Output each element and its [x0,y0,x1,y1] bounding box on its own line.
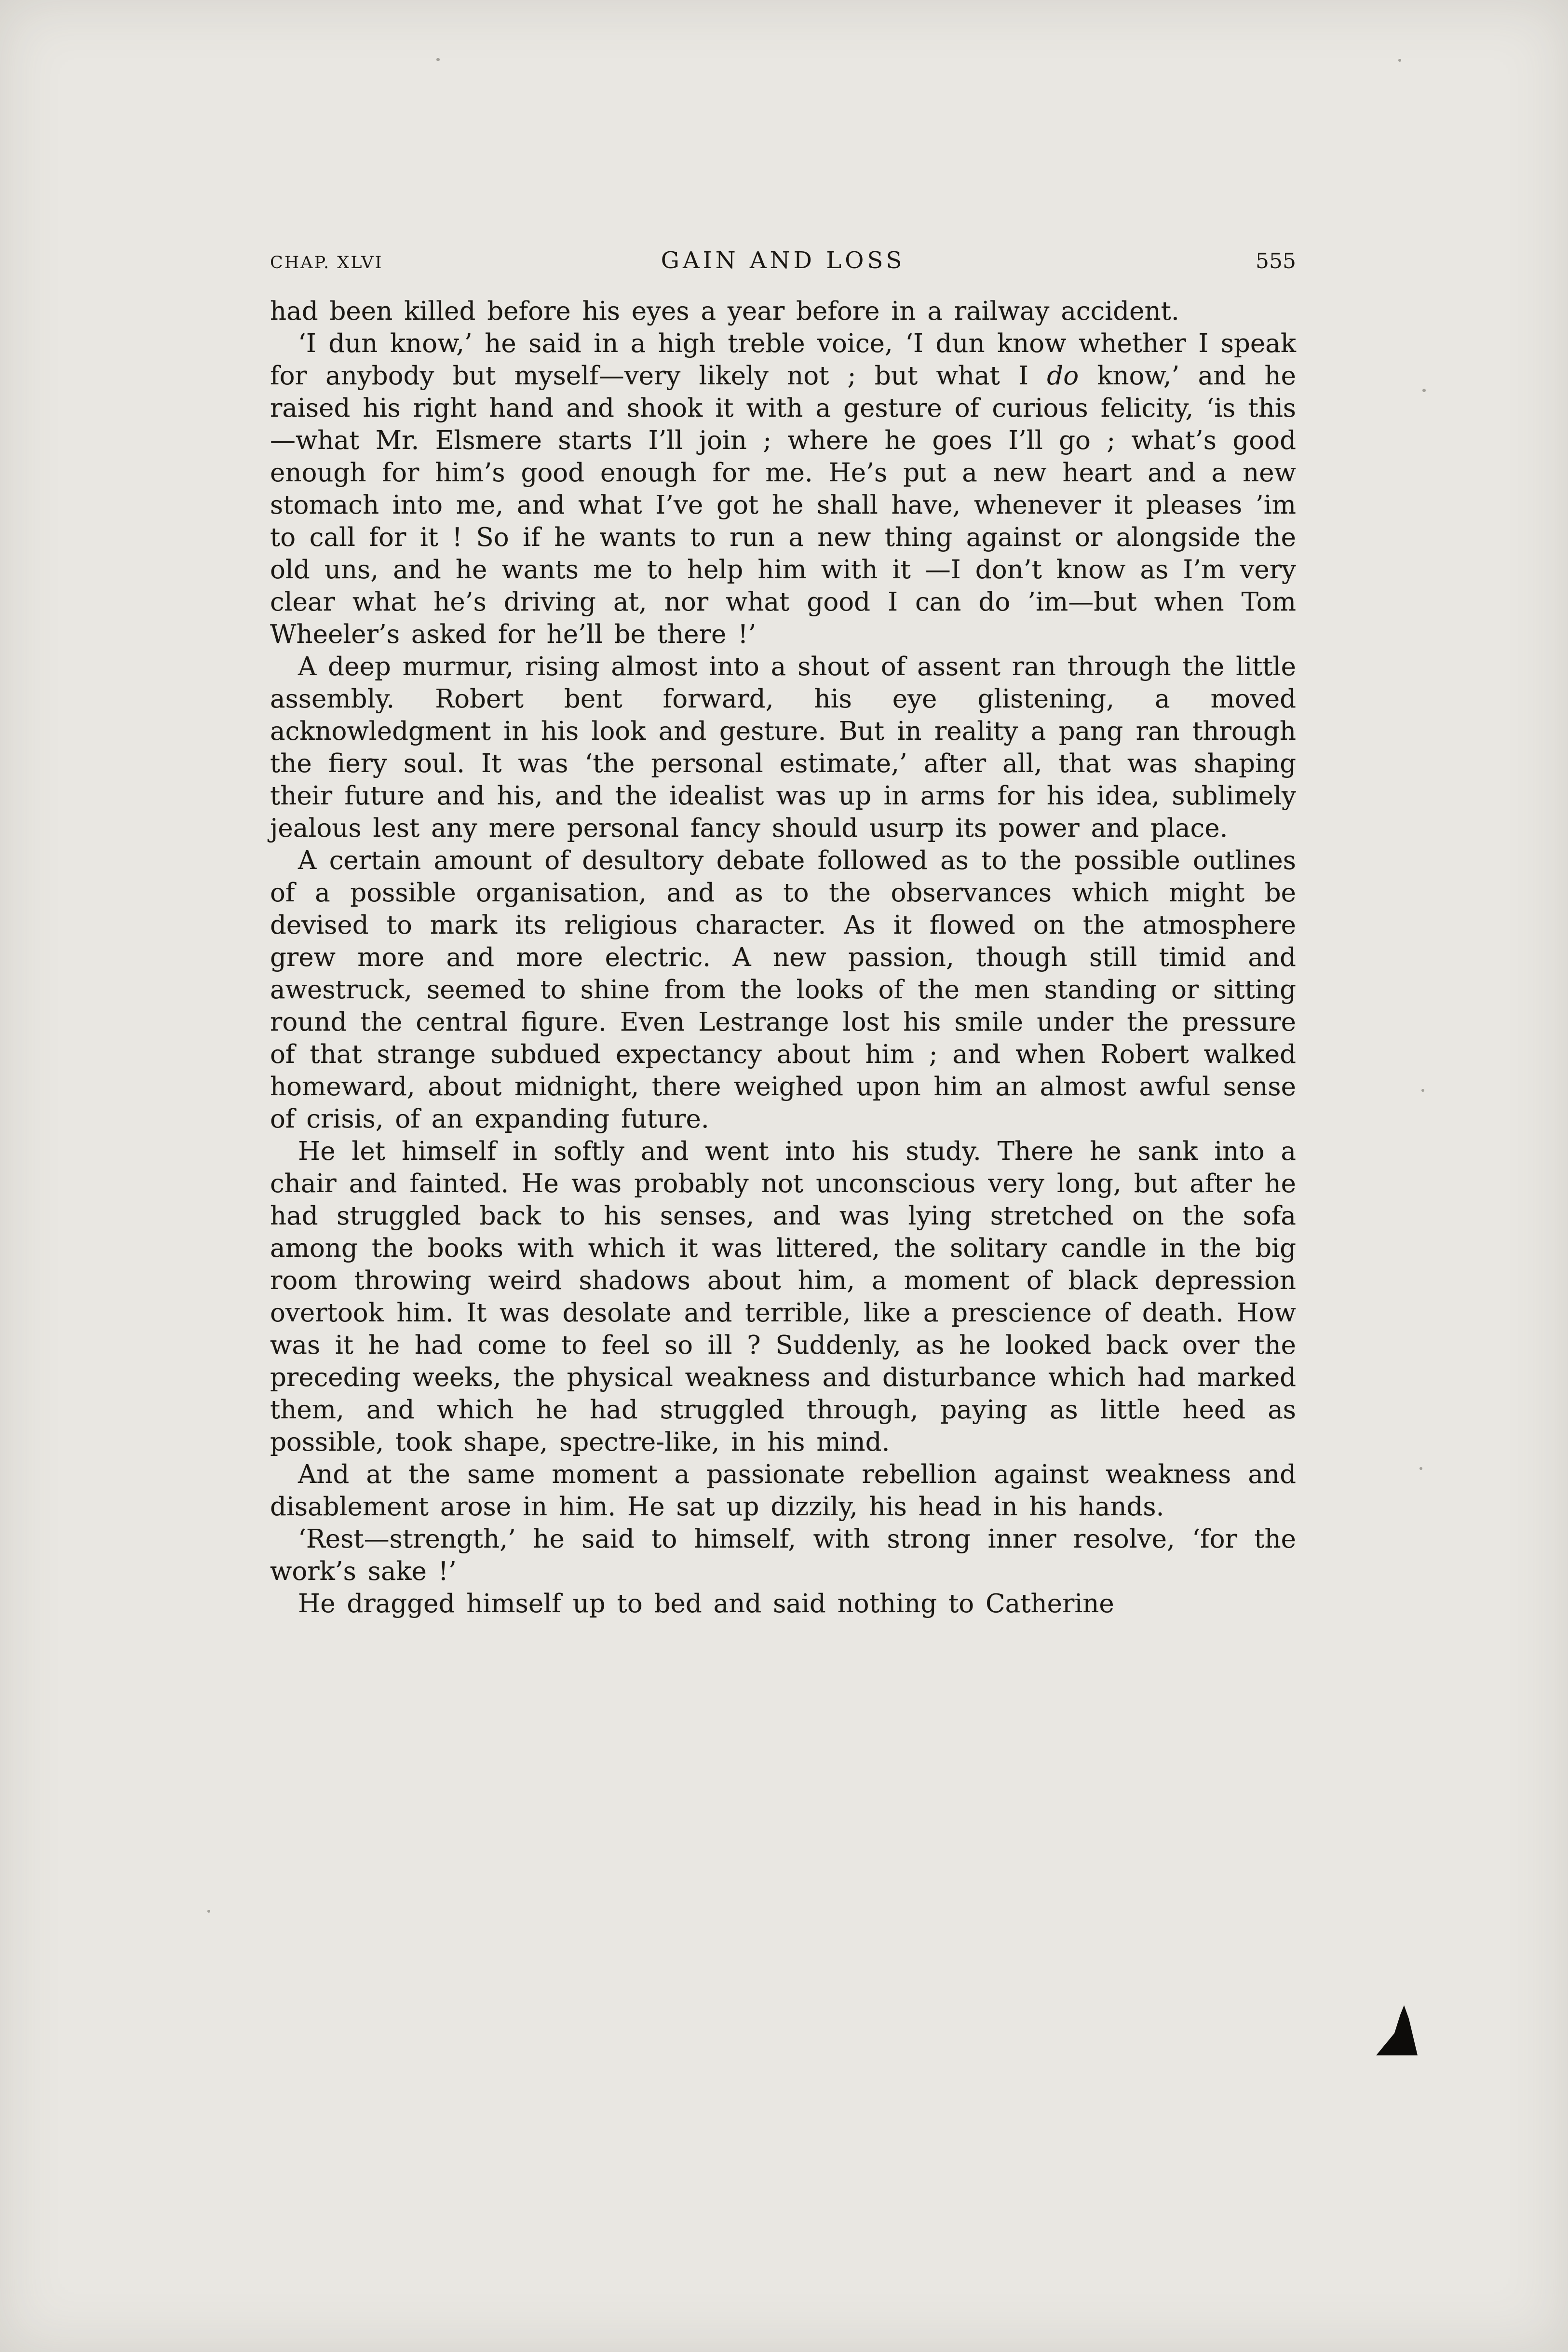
paragraph-text: He dragged himself up to bed and said nothing to Catherine [298,1589,1114,1618]
paragraph [270,651,1296,844]
paragraph [270,295,1296,327]
scan-speck [207,1910,210,1913]
paragraph [270,1135,1296,1458]
paragraph [270,1523,1296,1588]
paragraph-text: ‘Rest—strength,’ he said to himself, with strong inner resolve, ‘for the work’s sake !’ [270,1524,1296,1586]
scan-speck [1421,1089,1424,1092]
paragraph-text: A deep murmur, rising almost into a shout of assent ran through the little assembly. Robert bent forward, his eye glistening, a moved acknowledgment in his look and gesture. But in reality a pang ran through the fiery soul. It was ‘the personal estimate,’ after all, that was shaping their future and his, and the idealist was up in arms for his idea, sublimely jealous lest any mere personal fancy should usurp its power and place. [270,652,1296,843]
paragraph-italic-text: do [1047,361,1079,391]
paragraph [270,1458,1296,1523]
scan-speck [1422,389,1426,392]
body-text [270,295,1296,1620]
paragraph-text: He let himself in softly and went into his study. There he sank into a chair and fainted. He was probably not unconscious very long, but after he had struggled back to his senses, and was lying stretched on the sofa among the books with which it was littered, the solitary candle in the big room throwing weird shadows about him, a moment of black depression overtook him. It was desolate and terrible, like a prescience of death. How was it he had come to feel so ill ? Suddenly, as he looked back over the preceding weeks, the physical weakness and disturbance which had marked them, and which he had struggled through, paying as little heed as possible, took shape, spectre-like, in his mind. [270,1137,1296,1457]
paragraph-text: A certain amount of desultory debate followed as to the possible outlines of a possible organisation, and as to the observances which might be devised to mark its religious character. As it flowed on the atmosphere grew more and more electric. A new passion, though still timid and awestruck, seemed to shine from the looks of the men standing or sitting round the central figure. Even Lestrange lost his smile under the pressure of that strange subdued expectancy about him ; and when Robert walked homeward, about midnight, there weighed upon him an almost awful sense of crisis, of an expanding future. [270,846,1296,1134]
paragraph [270,327,1296,651]
paragraph-text: had been killed before his eyes a year before in a railway accident. [270,297,1179,326]
scan-speck [436,58,440,61]
scan-speck [1419,1467,1422,1470]
running-header [270,247,1296,274]
paragraph [270,844,1296,1135]
ink-blemish [1375,2005,1419,2056]
scan-speck [1398,59,1401,62]
paragraph-text: know,’ and he raised his right hand and shook it with a gesture of curious felicity, ‘is this—what Mr. Elsmere starts I’ll join ; where he goes I’ll go ; what’s good enough for him’s good enough for me. He’s put a new heart and a new stomach into me, and what I’ve got he shall have, whenever it pleases ’im to call for it ! So if he wants to run a new thing against or alongside the old uns, and he wants me to help him with it —I don’t know as I’m very clear what he’s driving at, nor what good I can do ’im—but when Tom Wheeler’s asked for he’ll be there !’ [270,361,1296,649]
chapter-label: CHAP. XLVI [270,253,383,272]
page-title: GAIN AND LOSS [661,247,906,274]
paragraph-text: ‘I dun know,’ he said in a high treble voice, ‘I dun know whether I speak for anybody but myself—very likely not ; but what I [270,329,1296,391]
page-number: 555 [1256,249,1296,273]
paragraph [270,1588,1296,1620]
paragraph-text: And at the same moment a passionate rebellion against weakness and disablement arose in him. He sat up dizzily, his head in his hands. [270,1460,1296,1522]
